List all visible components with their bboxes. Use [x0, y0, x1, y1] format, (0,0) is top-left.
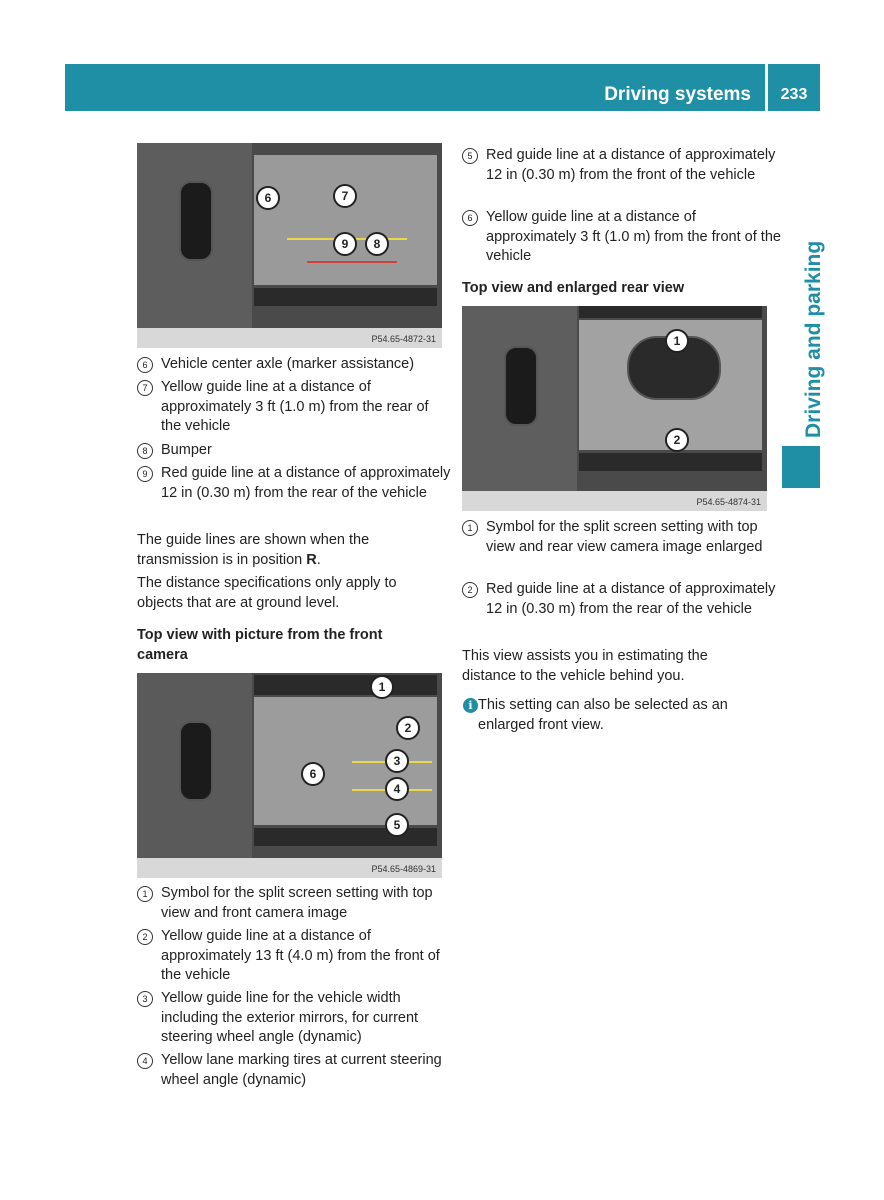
item-number: 1 — [462, 520, 478, 536]
item-text: Yellow guide line at a distance of approximately 3 ft (1.0 m) from the rear of the vehicle — [161, 379, 429, 434]
header-bar — [65, 64, 765, 111]
paragraph — [137, 531, 417, 570]
item-text: Yellow guide line for the vehicle width including the exterior mirrors, for current steering wheel angle (dynamic) — [161, 990, 419, 1045]
item-number: 6 — [137, 357, 153, 373]
callout-marker: 2 — [396, 716, 420, 740]
bottom-control-bar — [254, 828, 437, 846]
item-number: 4 — [137, 1053, 153, 1069]
item-text: Yellow lane marking tires at current steering wheel angle (dynamic) — [161, 1052, 442, 1088]
item-text: Symbol for the split screen setting with top view and rear view camera image enlarged — [486, 519, 763, 555]
para-text: The guide lines are shown when the transmission is in position — [137, 532, 370, 568]
figure-caption-strip — [137, 858, 442, 878]
control-bar — [254, 288, 437, 306]
camera-view-panel — [254, 155, 437, 285]
list-item — [462, 146, 776, 185]
page-number-box — [768, 64, 820, 111]
callout-marker: 1 — [665, 329, 689, 353]
item-number: 1 — [137, 886, 153, 902]
item-text: Symbol for the split screen setting with top view and front camera image — [161, 885, 433, 921]
item-text: Vehicle center axle (marker assistance) — [161, 356, 415, 372]
callout-marker: 6 — [256, 186, 280, 210]
car-top-view — [179, 721, 213, 801]
figure-front-camera — [137, 673, 442, 878]
figure-caption-strip — [137, 328, 442, 348]
car-top-view — [179, 181, 213, 261]
list-item — [137, 441, 451, 461]
item-text: Red guide line at a distance of approximately 12 in (0.30 m) from the front of the vehicle — [486, 147, 776, 183]
item-number: 2 — [462, 582, 478, 598]
callout-marker: 8 — [365, 232, 389, 256]
callout-marker: 9 — [333, 232, 357, 256]
section-heading: Top view with picture from the front camera — [137, 627, 383, 663]
info-icon: i — [463, 698, 478, 713]
item-number: 5 — [462, 148, 478, 164]
side-tab — [782, 118, 825, 443]
list-item — [137, 378, 451, 437]
list-item — [137, 989, 461, 1048]
callout-marker: 2 — [665, 428, 689, 452]
figure-ref: P54.65-4874-31 — [696, 497, 761, 507]
item-text: Red guide line at a distance of approximately 12 in (0.30 m) from the rear of the vehicle — [486, 581, 776, 617]
red-guide-line — [307, 261, 397, 263]
paragraph: The distance specifications only apply to objects that are at ground level. — [137, 575, 397, 611]
section-title: Driving systems — [604, 84, 751, 105]
side-tab-label: Driving and parking — [802, 240, 825, 438]
info-note: This setting can also be selected as an enlarged front view. — [478, 697, 728, 733]
item-number: 7 — [137, 380, 153, 396]
list-item — [137, 884, 456, 923]
figure-caption-strip — [462, 491, 767, 511]
callout-marker: 6 — [301, 762, 325, 786]
list-item — [462, 208, 786, 267]
para-text: . — [316, 551, 321, 568]
list-item — [137, 1051, 456, 1090]
item-text: Red guide line at a distance of approximately 12 in (0.30 m) from the rear of the vehicle — [161, 465, 451, 501]
callout-marker: 1 — [370, 675, 394, 699]
item-text: Yellow guide line at a distance of approximately 13 ft (4.0 m) from the front of the vehicle — [161, 928, 440, 983]
car-top-view — [504, 346, 538, 426]
callout-marker: 5 — [385, 813, 409, 837]
callout-marker: 7 — [333, 184, 357, 208]
list-item — [462, 518, 786, 557]
list-item — [137, 355, 471, 375]
item-number: 8 — [137, 443, 153, 459]
item-number: 9 — [137, 466, 153, 482]
figure-ref: P54.65-4872-31 — [371, 334, 436, 344]
item-number: 3 — [137, 991, 153, 1007]
item-text: Yellow guide line at a distance of approximately 3 ft (1.0 m) from the front of the vehicle — [486, 209, 781, 264]
item-text: Bumper — [161, 442, 212, 458]
list-item — [137, 464, 451, 503]
list-item — [462, 580, 786, 619]
gear-position: R — [306, 551, 317, 568]
paragraph: This view assists you in estimating the distance to the vehicle behind you. — [462, 648, 708, 684]
page-number: 233 — [780, 86, 808, 103]
figure-ref: P54.65-4869-31 — [371, 864, 436, 874]
section-heading: Top view and enlarged rear view — [462, 280, 685, 296]
top-control-bar — [579, 306, 762, 318]
callout-marker: 3 — [385, 749, 409, 773]
side-tab-marker — [782, 446, 820, 488]
list-item — [137, 927, 461, 986]
callout-marker: 4 — [385, 777, 409, 801]
item-number: 2 — [137, 929, 153, 945]
figure-rear-camera — [137, 143, 442, 348]
control-bar — [579, 453, 762, 471]
figure-enlarged-rear — [462, 306, 767, 511]
top-control-bar — [254, 675, 437, 695]
item-number: 6 — [462, 210, 478, 226]
